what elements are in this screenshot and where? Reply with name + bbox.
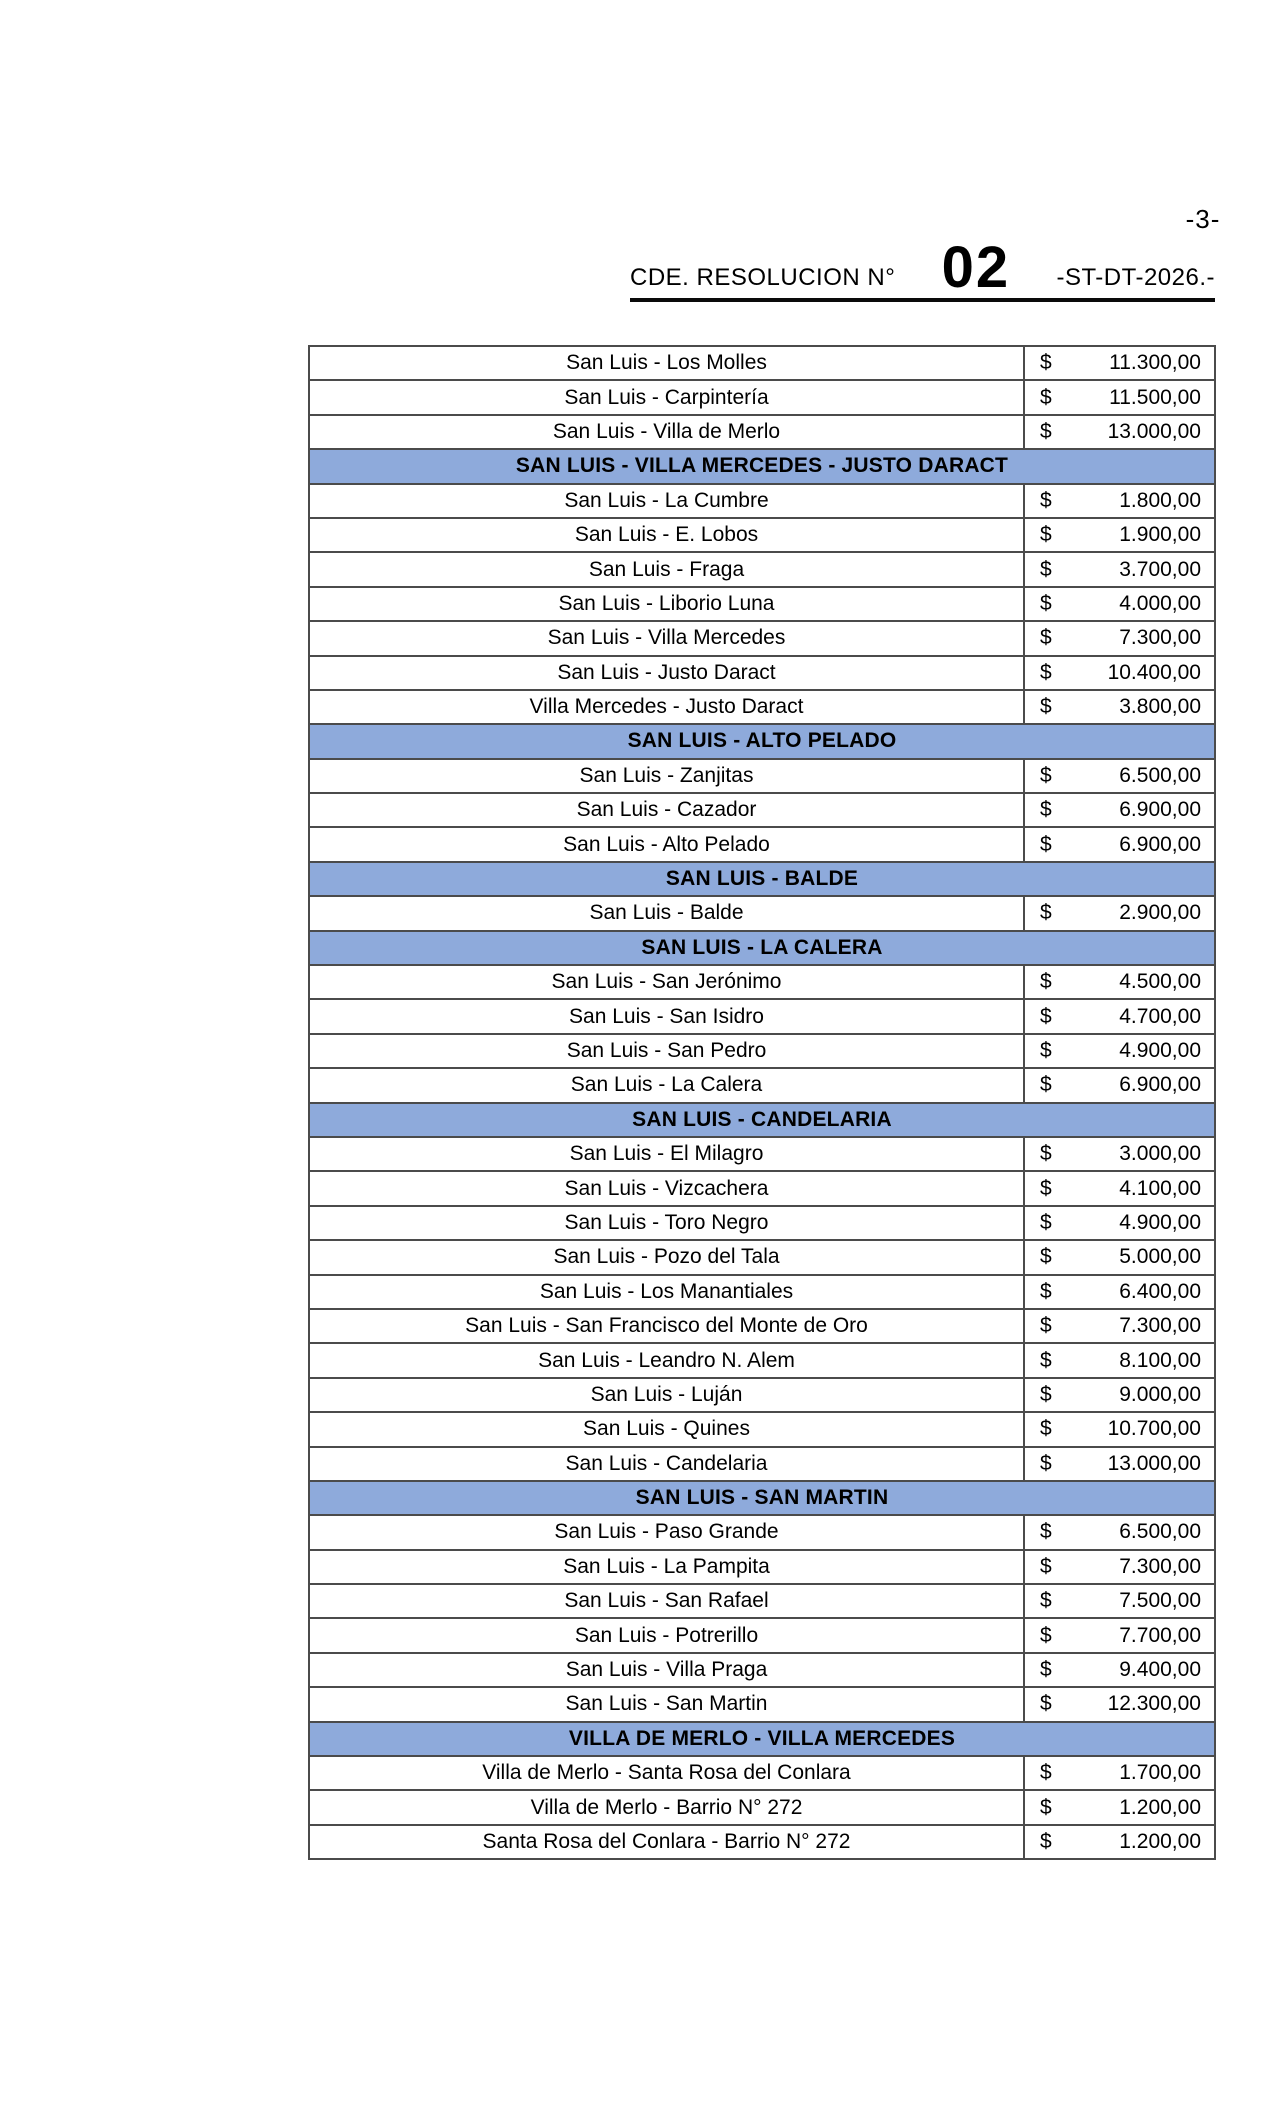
section-header-row (309, 931, 1215, 965)
route-cell: San Luis - Zanjitas (309, 759, 1024, 793)
price-layout (1025, 1314, 1214, 1338)
currency-symbol: $ (1040, 1761, 1052, 1785)
currency-symbol: $ (1040, 1417, 1052, 1441)
currency-symbol: $ (1040, 1623, 1052, 1647)
fare-row (309, 1171, 1215, 1205)
price-cell (1024, 827, 1215, 861)
price-layout (1025, 1452, 1214, 1476)
fare-row (309, 1275, 1215, 1309)
route-cell: San Luis - San Pedro (309, 1034, 1024, 1068)
currency-symbol: $ (1040, 1039, 1052, 1062)
price-cell (1024, 621, 1215, 655)
price-amount: 2.900,00 (1119, 901, 1201, 925)
price-layout (1025, 351, 1214, 375)
price-amount: 6.500,00 (1119, 763, 1201, 787)
resolution-title (630, 235, 1215, 302)
fare-row (309, 1825, 1215, 1859)
price-amount: 7.500,00 (1119, 1589, 1201, 1613)
fare-row (309, 793, 1215, 827)
price-amount: 1.900,00 (1119, 523, 1201, 547)
route-cell: San Luis - La Calera (309, 1068, 1024, 1102)
fare-row (309, 827, 1215, 861)
route-cell: San Luis - San Rafael (309, 1584, 1024, 1618)
fare-row (309, 1068, 1215, 1102)
price-cell (1024, 1068, 1215, 1102)
price-cell (1024, 1756, 1215, 1790)
price-amount: 10.400,00 (1107, 660, 1201, 684)
currency-symbol: $ (1040, 1589, 1052, 1613)
route-cell: San Luis - Paso Grande (309, 1515, 1024, 1549)
price-layout (1025, 1589, 1214, 1613)
price-layout (1025, 1830, 1214, 1854)
fare-row (309, 1687, 1215, 1721)
fare-row (309, 346, 1215, 380)
route-cell: San Luis - Carpintería (309, 380, 1024, 414)
route-cell: San Luis - Vizcachera (309, 1171, 1024, 1205)
fare-row (309, 1137, 1215, 1171)
price-cell (1024, 380, 1215, 414)
currency-symbol: $ (1040, 488, 1052, 512)
section-header-row (309, 1103, 1215, 1137)
price-amount: 13.000,00 (1107, 1451, 1201, 1475)
fare-row (309, 1412, 1215, 1446)
section-header-label: SAN LUIS - ALTO PELADO (309, 724, 1215, 758)
resolution-title-suffix: -ST-DT-2026.- (1056, 264, 1215, 291)
section-header-label: SAN LUIS - SAN MARTIN (309, 1481, 1215, 1515)
route-cell: San Luis - Liborio Luna (309, 587, 1024, 621)
currency-symbol: $ (1040, 901, 1052, 925)
price-layout (1025, 764, 1214, 788)
price-cell (1024, 518, 1215, 552)
route-cell: San Luis - San Martin (309, 1687, 1024, 1721)
price-cell (1024, 1206, 1215, 1240)
price-layout (1025, 798, 1214, 822)
price-layout (1025, 420, 1214, 444)
route-cell: San Luis - La Pampita (309, 1550, 1024, 1584)
currency-symbol: $ (1040, 626, 1052, 650)
price-cell (1024, 1412, 1215, 1446)
route-cell: San Luis - Los Molles (309, 346, 1024, 380)
currency-symbol: $ (1040, 1176, 1052, 1200)
fare-row (309, 1447, 1215, 1481)
fare-row (309, 621, 1215, 655)
route-cell: San Luis - San Isidro (309, 999, 1024, 1033)
price-amount: 11.300,00 (1109, 351, 1201, 375)
section-header-row (309, 724, 1215, 758)
section-header-row (309, 862, 1215, 896)
route-cell: San Luis - San Jerónimo (309, 965, 1024, 999)
price-amount: 6.900,00 (1119, 1073, 1201, 1097)
currency-symbol: $ (1040, 832, 1052, 856)
price-cell (1024, 965, 1215, 999)
fare-row (309, 1240, 1215, 1274)
price-layout (1025, 901, 1214, 925)
section-header-label: SAN LUIS - BALDE (309, 862, 1215, 896)
currency-symbol: $ (1040, 591, 1052, 615)
price-amount: 7.300,00 (1119, 1314, 1201, 1338)
price-cell (1024, 793, 1215, 827)
route-cell: San Luis - Quines (309, 1412, 1024, 1446)
fare-row (309, 656, 1215, 690)
price-cell (1024, 587, 1215, 621)
resolution-number: 02 (941, 235, 1011, 300)
fare-row (309, 999, 1215, 1033)
price-layout (1025, 1624, 1214, 1648)
fare-row (309, 759, 1215, 793)
price-layout (1025, 1658, 1214, 1682)
currency-symbol: $ (1040, 660, 1052, 684)
price-cell (1024, 1584, 1215, 1618)
currency-symbol: $ (1040, 1795, 1052, 1819)
section-header-label: SAN LUIS - LA CALERA (309, 931, 1215, 965)
currency-symbol: $ (1040, 1554, 1052, 1578)
price-cell (1024, 552, 1215, 586)
price-amount: 4.700,00 (1119, 1004, 1201, 1028)
currency-symbol: $ (1040, 1829, 1052, 1853)
price-cell (1024, 1825, 1215, 1859)
price-layout (1025, 386, 1214, 410)
price-cell (1024, 484, 1215, 518)
price-layout (1025, 1555, 1214, 1579)
route-cell: San Luis - Luján (309, 1378, 1024, 1412)
price-layout (1025, 1245, 1214, 1269)
price-cell (1024, 1034, 1215, 1068)
route-cell: San Luis - El Milagro (309, 1137, 1024, 1171)
route-cell: San Luis - Alto Pelado (309, 827, 1024, 861)
price-layout (1025, 1142, 1214, 1166)
fare-row (309, 1343, 1215, 1377)
currency-symbol: $ (1040, 1073, 1052, 1097)
price-amount: 8.100,00 (1119, 1348, 1201, 1372)
fare-row (309, 587, 1215, 621)
currency-symbol: $ (1040, 351, 1052, 375)
section-header-label: SAN LUIS - VILLA MERCEDES - JUSTO DARACT (309, 449, 1215, 483)
price-cell (1024, 1653, 1215, 1687)
price-layout (1025, 695, 1214, 719)
price-cell (1024, 999, 1215, 1033)
price-amount: 7.300,00 (1119, 626, 1201, 650)
fare-row (309, 484, 1215, 518)
price-amount: 4.900,00 (1119, 1210, 1201, 1234)
currency-symbol: $ (1040, 1520, 1052, 1544)
route-cell: San Luis - Justo Daract (309, 656, 1024, 690)
price-cell (1024, 1240, 1215, 1274)
price-layout (1025, 1761, 1214, 1785)
price-layout (1025, 1692, 1214, 1716)
fare-row (309, 1584, 1215, 1618)
price-amount: 9.400,00 (1119, 1658, 1201, 1682)
fare-row (309, 380, 1215, 414)
price-amount: 6.500,00 (1119, 1520, 1201, 1544)
price-amount: 12.300,00 (1107, 1692, 1201, 1716)
price-layout (1025, 592, 1214, 616)
price-amount: 11.500,00 (1109, 385, 1201, 409)
fare-row (309, 415, 1215, 449)
currency-symbol: $ (1040, 557, 1052, 581)
price-cell (1024, 415, 1215, 449)
route-cell: San Luis - Leandro N. Alem (309, 1343, 1024, 1377)
fare-row (309, 1309, 1215, 1343)
price-layout (1025, 489, 1214, 513)
fare-row (309, 1378, 1215, 1412)
price-cell (1024, 1687, 1215, 1721)
fare-row (309, 1756, 1215, 1790)
route-cell: San Luis - San Francisco del Monte de Oro (309, 1309, 1024, 1343)
currency-symbol: $ (1040, 385, 1052, 409)
price-cell (1024, 1378, 1215, 1412)
price-layout (1025, 1177, 1214, 1201)
route-cell: San Luis - Toro Negro (309, 1206, 1024, 1240)
currency-symbol: $ (1040, 1142, 1052, 1166)
price-layout (1025, 1349, 1214, 1373)
price-cell (1024, 1618, 1215, 1652)
route-cell: San Luis - Los Manantiales (309, 1275, 1024, 1309)
price-layout (1025, 558, 1214, 582)
fare-row (309, 965, 1215, 999)
currency-symbol: $ (1040, 1382, 1052, 1406)
price-layout (1025, 1796, 1214, 1820)
price-cell (1024, 656, 1215, 690)
price-cell (1024, 690, 1215, 724)
fare-row (309, 1618, 1215, 1652)
fare-table (308, 345, 1216, 1860)
currency-symbol: $ (1040, 970, 1052, 994)
price-amount: 4.100,00 (1119, 1176, 1201, 1200)
fare-row (309, 1034, 1215, 1068)
price-cell (1024, 1275, 1215, 1309)
route-cell: San Luis - Balde (309, 896, 1024, 930)
price-amount: 6.400,00 (1119, 1279, 1201, 1303)
price-layout (1025, 1073, 1214, 1097)
price-amount: 1.200,00 (1119, 1795, 1201, 1819)
section-header-row (309, 449, 1215, 483)
currency-symbol: $ (1040, 523, 1052, 547)
route-cell: San Luis - Candelaria (309, 1447, 1024, 1481)
currency-symbol: $ (1040, 1314, 1052, 1338)
route-cell: Villa Mercedes - Justo Daract (309, 690, 1024, 724)
price-layout (1025, 970, 1214, 994)
price-layout (1025, 1039, 1214, 1063)
fare-row (309, 690, 1215, 724)
price-amount: 3.800,00 (1119, 695, 1201, 719)
currency-symbol: $ (1040, 1245, 1052, 1269)
route-cell: San Luis - Potrerillo (309, 1618, 1024, 1652)
price-cell (1024, 1550, 1215, 1584)
currency-symbol: $ (1040, 1658, 1052, 1682)
route-cell: Villa de Merlo - Santa Rosa del Conlara (309, 1756, 1024, 1790)
route-cell: San Luis - E. Lobos (309, 518, 1024, 552)
price-cell (1024, 1515, 1215, 1549)
currency-symbol: $ (1040, 1348, 1052, 1372)
currency-symbol: $ (1040, 798, 1052, 822)
fare-row (309, 552, 1215, 586)
fare-row (309, 1550, 1215, 1584)
price-amount: 7.300,00 (1119, 1554, 1201, 1578)
price-layout (1025, 1005, 1214, 1029)
price-cell (1024, 1343, 1215, 1377)
fare-table-body (309, 346, 1215, 1859)
route-cell: San Luis - Fraga (309, 552, 1024, 586)
price-amount: 3.700,00 (1119, 557, 1201, 581)
route-cell: Santa Rosa del Conlara - Barrio N° 272 (309, 1825, 1024, 1859)
price-amount: 6.900,00 (1119, 832, 1201, 856)
currency-symbol: $ (1040, 1692, 1052, 1716)
price-cell (1024, 1790, 1215, 1824)
page-number: -3- (1185, 204, 1221, 234)
price-layout (1025, 1280, 1214, 1304)
price-cell (1024, 1447, 1215, 1481)
price-layout (1025, 1417, 1214, 1441)
section-header-label: VILLA DE MERLO - VILLA MERCEDES (309, 1722, 1215, 1756)
price-amount: 1.700,00 (1119, 1761, 1201, 1785)
price-amount: 13.000,00 (1107, 419, 1201, 443)
fare-row (309, 518, 1215, 552)
price-amount: 10.700,00 (1107, 1417, 1201, 1441)
route-cell: San Luis - Pozo del Tala (309, 1240, 1024, 1274)
section-header-label: SAN LUIS - CANDELARIA (309, 1103, 1215, 1137)
price-cell (1024, 1309, 1215, 1343)
price-layout (1025, 523, 1214, 547)
currency-symbol: $ (1040, 763, 1052, 787)
route-cell: San Luis - La Cumbre (309, 484, 1024, 518)
fare-row (309, 1515, 1215, 1549)
fare-row (309, 1790, 1215, 1824)
price-cell (1024, 1171, 1215, 1205)
fare-row (309, 1653, 1215, 1687)
currency-symbol: $ (1040, 1210, 1052, 1234)
price-cell (1024, 896, 1215, 930)
price-amount: 5.000,00 (1119, 1245, 1201, 1269)
route-cell: San Luis - Villa Praga (309, 1653, 1024, 1687)
section-header-row (309, 1722, 1215, 1756)
currency-symbol: $ (1040, 1279, 1052, 1303)
price-amount: 3.000,00 (1119, 1142, 1201, 1166)
price-amount: 1.200,00 (1119, 1829, 1201, 1853)
price-amount: 4.000,00 (1119, 591, 1201, 615)
price-layout (1025, 1383, 1214, 1407)
currency-symbol: $ (1040, 695, 1052, 719)
price-layout (1025, 661, 1214, 685)
route-cell: San Luis - Villa de Merlo (309, 415, 1024, 449)
section-header-row (309, 1481, 1215, 1515)
price-cell (1024, 759, 1215, 793)
price-layout (1025, 833, 1214, 857)
price-amount: 1.800,00 (1119, 488, 1201, 512)
price-amount: 4.500,00 (1119, 970, 1201, 994)
price-amount: 9.000,00 (1119, 1382, 1201, 1406)
price-layout (1025, 1211, 1214, 1235)
price-cell (1024, 346, 1215, 380)
route-cell: San Luis - Cazador (309, 793, 1024, 827)
currency-symbol: $ (1040, 1451, 1052, 1475)
price-cell (1024, 1137, 1215, 1171)
price-amount: 6.900,00 (1119, 798, 1201, 822)
route-cell: Villa de Merlo - Barrio N° 272 (309, 1790, 1024, 1824)
price-amount: 7.700,00 (1119, 1623, 1201, 1647)
resolution-title-prefix: CDE. RESOLUCION N° (630, 264, 896, 291)
fare-row (309, 1206, 1215, 1240)
route-cell: San Luis - Villa Mercedes (309, 621, 1024, 655)
price-amount: 4.900,00 (1119, 1039, 1201, 1062)
price-layout (1025, 626, 1214, 650)
currency-symbol: $ (1040, 419, 1052, 443)
currency-symbol: $ (1040, 1004, 1052, 1028)
price-layout (1025, 1520, 1214, 1544)
fare-row (309, 896, 1215, 930)
